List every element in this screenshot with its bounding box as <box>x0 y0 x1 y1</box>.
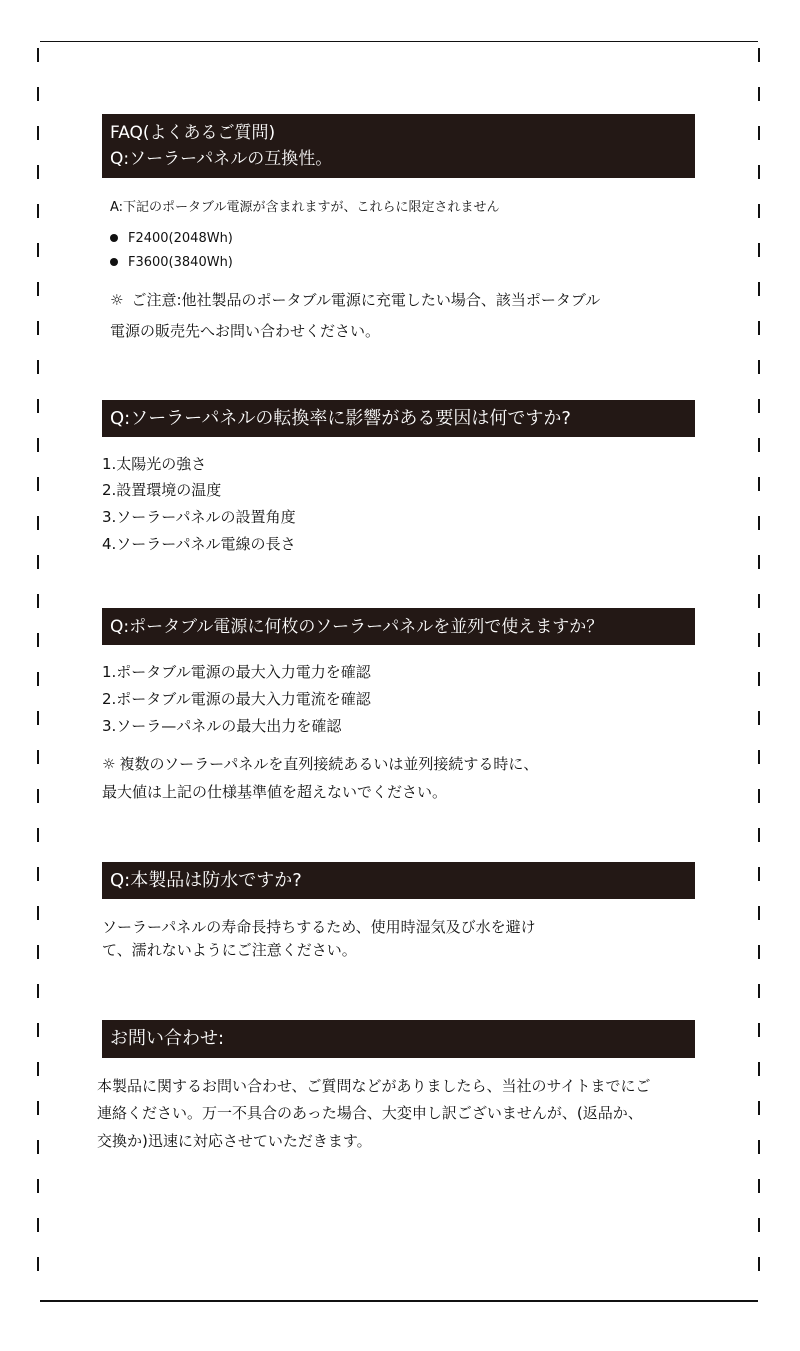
bottom-border <box>40 1300 758 1302</box>
note-line: 電源の販売先へお問い合わせください。 <box>110 322 381 340</box>
note-line: ☼ ご注意:他社製品のポータブル電源に充電したい場合、該当ポータブル <box>110 291 601 309</box>
bullet-item: F2400(2048Wh) <box>110 229 233 249</box>
list-item: 2.設置環境の温度 <box>102 481 222 499</box>
sun-icon: ☼ <box>110 291 124 309</box>
bullet-dot-icon <box>110 258 118 266</box>
contact-line: 交換か)迅速に対応させていただきます。 <box>97 1132 372 1150</box>
bullet-dot-icon <box>110 234 118 242</box>
note-line: ☼ 複数のソーラーパネルを直列接続あるいは並列接続する時に、 <box>102 755 539 773</box>
note-line: 最大値は上記の仕様基準値を超えないでください。 <box>102 783 448 801</box>
contact-header: お問い合わせ: <box>102 1020 695 1058</box>
contact-line: 本製品に関するお問い合わせ、ご質問などがありましたら、当社のサイトまでにご <box>97 1077 651 1095</box>
faq-header-compatibility <box>102 114 695 178</box>
answer-line: ソーラーパネルの寿命長持ちするため、使用時湿気及び水を避け <box>102 918 536 936</box>
question-compatibility: Q:ソーラーパネルの互換性。 <box>110 149 333 169</box>
question-waterproof: Q:本製品は防水ですか? <box>102 862 695 899</box>
list-item: 3.ソーラ—パネルの最大出力を確認 <box>102 717 342 735</box>
sun-icon: ☼ <box>102 755 116 773</box>
top-border <box>40 41 758 42</box>
list-item: 4.ソーラーパネル電線の長さ <box>102 535 296 553</box>
faq-title: FAQ(よくあるご質問) <box>110 123 276 143</box>
list-item: 3.ソーラーパネルの設置角度 <box>102 508 296 526</box>
answer-line: て、濡れないようにご注意ください。 <box>102 941 357 959</box>
bullet-item: F3600(3840Wh) <box>110 253 233 273</box>
list-item: 1.太陽光の強さ <box>102 455 207 473</box>
list-item: 2.ポータブル電源の最大入力電流を確認 <box>102 690 371 708</box>
list-item: 1.ポータブル電源の最大入力電力を確認 <box>102 663 371 681</box>
left-dashed-border <box>37 48 39 1296</box>
question-parallel-panels: Q:ポータブル電源に何枚のソーラーパネルを並列で使えますか？ <box>102 608 695 645</box>
answer-compatibility: A:下記のポータブル電源が含まれますが、これらに限定されません <box>110 200 500 215</box>
right-dashed-border <box>758 48 760 1296</box>
question-conversion-rate: Q:ソーラーパネルの転換率に影響がある要因は何ですか? <box>102 400 695 437</box>
contact-line: 連絡ください。万一不具合のあった場合、大変申し訳ございませんが、(返品か、 <box>97 1104 643 1122</box>
